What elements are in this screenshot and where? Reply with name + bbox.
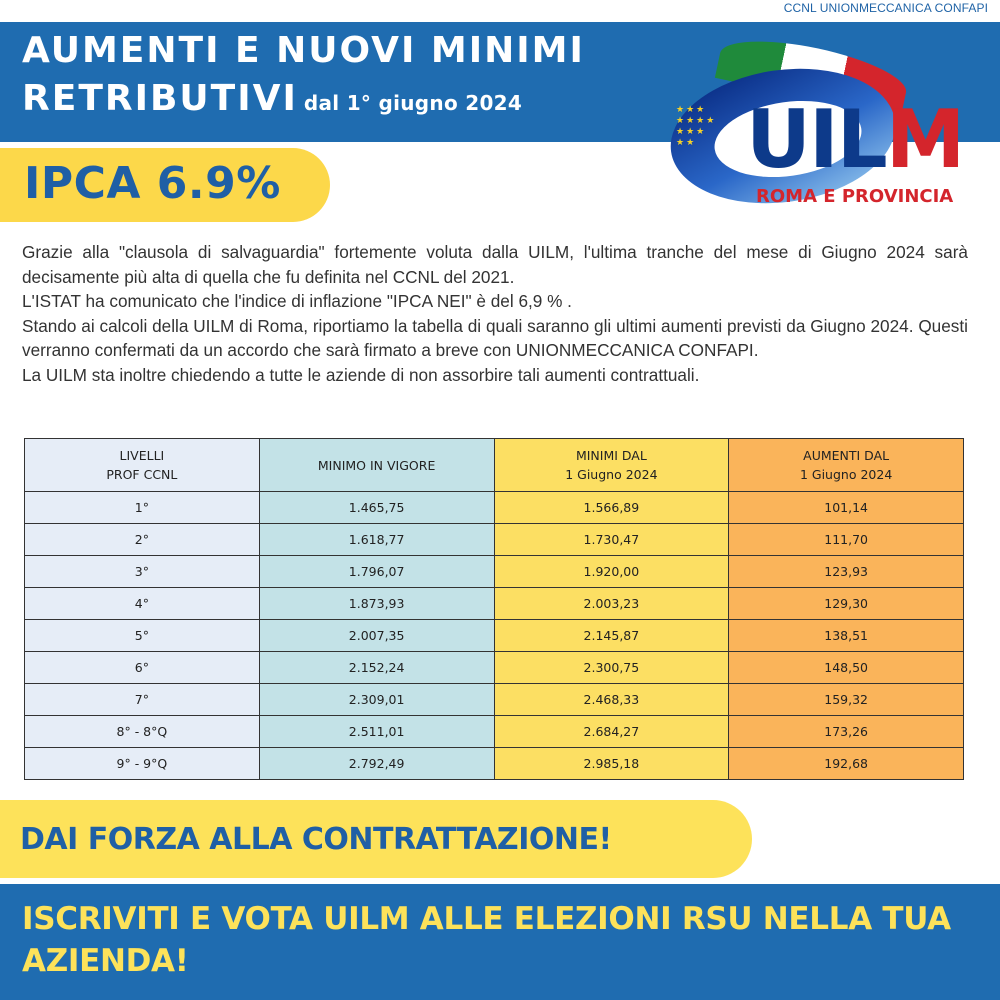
cell-minimo-vigore: 2.511,01 xyxy=(259,716,494,748)
table-row xyxy=(25,620,964,652)
header-minimo-line1: MINIMO IN VIGORE xyxy=(317,457,436,473)
header-minimo xyxy=(259,439,494,492)
cell-minimo-vigore: 1.618,77 xyxy=(259,524,494,556)
cell-minimo-vigore: 2.792,49 xyxy=(259,748,494,780)
body-paragraph: L'ISTAT ha comunicato che l'indice di inflazione "IPCA NEI" è del 6,9 % . xyxy=(22,291,572,312)
logo-wordmark-red: M xyxy=(885,93,964,186)
table-row xyxy=(25,652,964,684)
top-tag: CCNL UNIONMECCANICA CONFAPI xyxy=(783,1,988,15)
table-row xyxy=(25,684,964,716)
cell-livello: 7° xyxy=(25,684,260,716)
logo-wordmark-blue: UIL xyxy=(746,93,886,186)
cell-minimo-vigore: 1.796,07 xyxy=(259,556,494,588)
body-paragraph: Grazie alla "clausola di salvaguardia" fortemente voluta dalla UILM, l'ultima tranche del mese di Giugno 2024 sarà decisamente più alta di quella che fu definita nel CCNL del 2021. xyxy=(22,242,968,287)
header-minimi-line2: 1 Giugno 2024 xyxy=(565,467,658,482)
table-row xyxy=(25,748,964,780)
cell-livello: 4° xyxy=(25,588,260,620)
cell-aumento: 159,32 xyxy=(729,684,964,716)
logo-subtitle: ROMA E PROVINCIA xyxy=(756,186,954,207)
cell-minimo-nuovo: 2.684,27 xyxy=(494,716,729,748)
cell-minimo-nuovo: 2.985,18 xyxy=(494,748,729,780)
cell-minimo-nuovo: 2.003,23 xyxy=(494,588,729,620)
cell-aumento: 101,14 xyxy=(729,492,964,524)
headline-line2-text: RETRIBUTIVI xyxy=(22,78,298,119)
cell-minimo-nuovo: 2.300,75 xyxy=(494,652,729,684)
cell-livello: 9° - 9°Q xyxy=(25,748,260,780)
header-minimi-line1: MINIMI DAL xyxy=(575,448,647,463)
salary-table xyxy=(24,438,964,780)
cell-aumento: 192,68 xyxy=(729,748,964,780)
table-row xyxy=(25,716,964,748)
cell-minimo-vigore: 1.465,75 xyxy=(259,492,494,524)
cell-livello: 6° xyxy=(25,652,260,684)
cell-minimo-nuovo: 2.145,87 xyxy=(494,620,729,652)
body-paragraph: Stando ai calcoli della UILM di Roma, riportiamo la tabella di quali saranno gli ultimi aumenti previsti da Giugno 2024. Questi verranno confermati da un accordo che sarà firmato a breve con UNIONMECCANICA CONFAPI. xyxy=(22,315,968,361)
cell-aumento: 123,93 xyxy=(729,556,964,588)
headline-line2 xyxy=(22,78,522,119)
table-row xyxy=(25,556,964,588)
logo-wordmark xyxy=(746,93,964,186)
cell-aumento: 111,70 xyxy=(729,524,964,556)
header-aumenti-line1: AUMENTI DAL xyxy=(803,448,890,463)
cell-aumento: 173,26 xyxy=(729,716,964,748)
slogan-text: DAI FORZA ALLA CONTRATTAZIONE! xyxy=(20,822,612,857)
table-header-row xyxy=(25,439,964,492)
header-livelli-line1: LIVELLI xyxy=(119,448,165,463)
cell-livello: 8° - 8°Q xyxy=(25,716,260,748)
body-text xyxy=(22,240,968,388)
table-row xyxy=(25,492,964,524)
body-paragraph: La UILM sta inoltre chiedendo a tutte le aziende di non assorbire tali aumenti contrattuali. xyxy=(22,364,700,385)
cell-aumento: 129,30 xyxy=(729,588,964,620)
header-livelli xyxy=(25,439,260,492)
cell-livello: 2° xyxy=(25,524,260,556)
header-aumenti-dal xyxy=(729,439,964,492)
cell-livello: 3° xyxy=(25,556,260,588)
cell-minimo-nuovo: 1.730,47 xyxy=(494,524,729,556)
uilm-logo xyxy=(662,42,982,232)
header-minimi-dal xyxy=(494,439,729,492)
ipca-label: IPCA 6.9% xyxy=(24,158,281,209)
header-aumenti-line2: 1 Giugno 2024 xyxy=(799,467,893,482)
cell-livello: 5° xyxy=(25,620,260,652)
cell-livello: 1° xyxy=(25,492,260,524)
cell-aumento: 148,50 xyxy=(729,652,964,684)
cell-minimo-nuovo: 1.566,89 xyxy=(494,492,729,524)
headline-subtitle: dal 1° giugno 2024 xyxy=(303,91,523,115)
cell-minimo-nuovo: 2.468,33 xyxy=(494,684,729,716)
cell-minimo-vigore: 2.309,01 xyxy=(259,684,494,716)
table-row xyxy=(25,588,964,620)
cell-minimo-vigore: 1.873,93 xyxy=(259,588,494,620)
headline-line1: AUMENTI E NUOVI MINIMI xyxy=(22,30,585,71)
table-row xyxy=(25,524,964,556)
cell-aumento: 138,51 xyxy=(729,620,964,652)
header-livelli-line2: PROF CCNL xyxy=(106,467,178,482)
cell-minimo-vigore: 2.152,24 xyxy=(259,652,494,684)
cell-minimo-nuovo: 1.920,00 xyxy=(494,556,729,588)
cell-minimo-vigore: 2.007,35 xyxy=(259,620,494,652)
eu-stars-icon: ★★★ ★★★★ ★★★ ★★ xyxy=(676,104,717,147)
call-to-action: ISCRIVITI E VOTA UILM ALLE ELEZIONI RSU NELLA TUA AZIENDA! xyxy=(22,901,951,979)
